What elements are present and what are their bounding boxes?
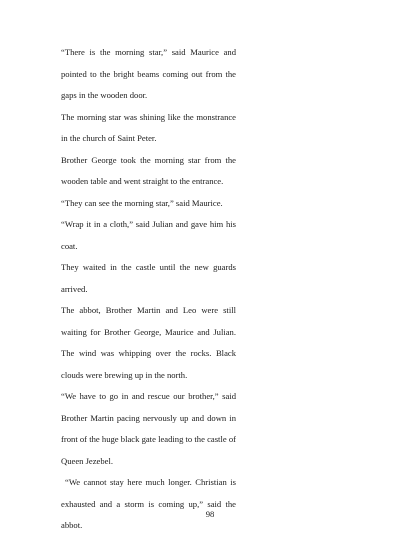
paragraph-7: The abbot, Brother Martin and Leo were still waiting for Brother George, Maurice and Julian. The wind was whipping over the rocks. Black clouds were brewing up in the north. [61, 305, 236, 380]
paragraph-5: “Wrap it in a cloth,” said Julian and gave him his coat. [61, 219, 236, 251]
paragraph-6: They waited in the castle until the new guards arrived. [61, 262, 236, 294]
body-text [61, 42, 236, 537]
paragraph-1: “There is the morning star,” said Maurice and pointed to the bright beams coming out from the gaps in the wooden door. [61, 47, 236, 100]
paragraph-4: “They can see the morning star,” said Maurice. [61, 197, 223, 208]
paragraph-8: “We have to go in and rescue our brother,” said Brother Martin pacing nervously up and down in front of the huge black gate leading to the castle of Queen Jezebel. [61, 391, 236, 466]
paragraph-9: “We cannot stay here much longer. Christian is exhausted and a storm is coming up,” said the abbot. [61, 477, 236, 530]
paragraph-2: The morning star was shining like the monstrance in the church of Saint Peter. [61, 111, 236, 143]
paragraph-3: Brother George took the morning star from the wooden table and went straight to the entrance. [61, 154, 236, 186]
page-number: 98 [205, 509, 215, 519]
